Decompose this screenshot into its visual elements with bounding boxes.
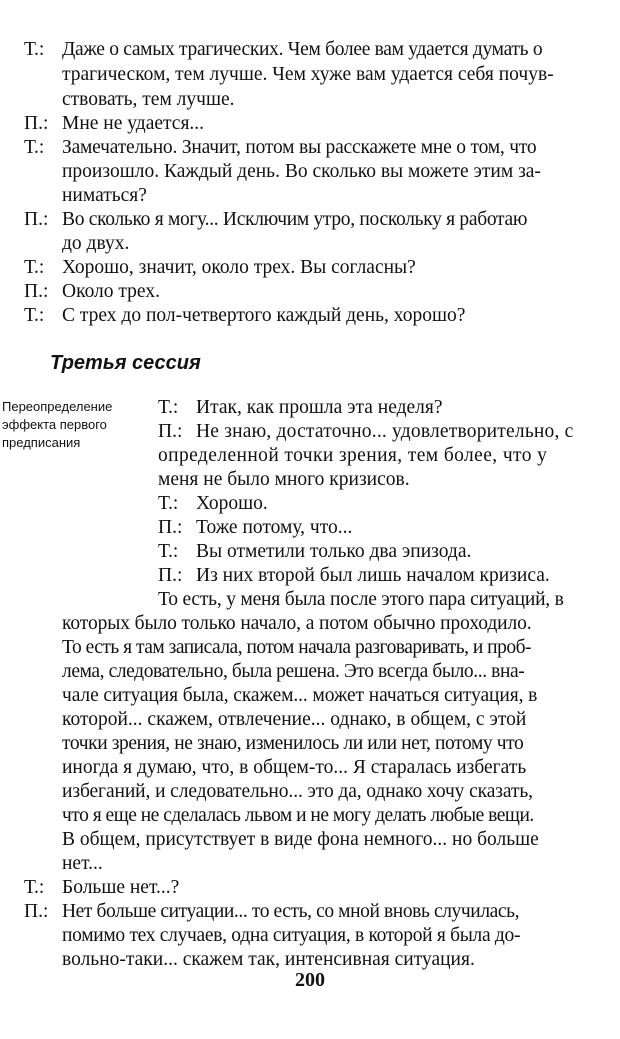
text-line: ниматься? (62, 185, 147, 206)
speaker-label: Т.: (24, 305, 45, 326)
speaker-label: П.: (158, 565, 183, 586)
text-line: Даже о самых трагических. Чем более вам удается думать о (62, 39, 543, 60)
text-line: Больше нет...? (62, 877, 180, 898)
speaker-label: П.: (158, 517, 183, 538)
text-line: Мне не удается... (62, 113, 205, 134)
text-line: С трех до пол-четвертого каждый день, хорошо? (62, 305, 466, 326)
speaker-label: Т.: (24, 257, 45, 278)
text-line: Итак, как прошла эта неделя? (196, 397, 443, 418)
text-line: В общем, присутствует в виде фона немного... но больше (62, 829, 539, 850)
text-line: вольно-таки... скажем так, интенсивная ситуация. (62, 949, 475, 970)
speaker-label: П.: (24, 209, 49, 230)
text-line: помимо тех случаев, одна ситуация, в которой я была до- (62, 925, 521, 946)
text-line: Нет больше ситуации... то есть, со мной вновь случилась, (62, 901, 520, 922)
speaker-label: Т.: (24, 877, 45, 898)
text-line: избеганий, и следовательно... это да, однако хочу сказать, (62, 781, 533, 802)
text-line: Тоже потому, что... (196, 517, 353, 538)
text-line: Замечательно. Значит, потом вы расскажете мне о том, что (62, 137, 537, 158)
text-line: трагическом, тем лучше. Чем хуже вам удается себя почув- (62, 64, 554, 85)
text-line: до двух. (62, 233, 130, 254)
text-line: что я еще не сделалась львом и не могу делать любые вещи. (62, 805, 534, 826)
text-line: произошло. Каждый день. Во сколько вы можете этим за- (62, 161, 541, 182)
text-line: То есть, у меня была после этого пара ситуаций, в (158, 589, 564, 610)
speaker-label: Т.: (158, 541, 179, 562)
text-line: То есть я там записала, потом начала разговаривать, и проб- (62, 637, 532, 658)
text-line: Не знаю, достаточно... удовлетворительно, с (196, 421, 574, 442)
text-line: определенной точки зрения, тем более, что у (158, 445, 548, 466)
text-line: Около трех. (62, 281, 160, 302)
speaker-label: Т.: (158, 493, 179, 514)
text-line: Из них второй был лишь началом кризиса. (196, 565, 550, 586)
text-line: которых было только начало, а потом обычно проходило. (62, 613, 532, 634)
text-line: чале ситуация была, скажем... может начаться ситуация, в (62, 685, 538, 706)
text-line: лема, следовательно, была решена. Это всегда было... вна- (62, 661, 525, 682)
text-line: точки зрения, не знаю, изменилось ли или нет, потому что (62, 733, 524, 754)
text-line: меня не было много кризисов. (158, 469, 410, 490)
margin-note-line: Переопределение (2, 399, 113, 414)
text-line: Хорошо. (196, 493, 268, 514)
speaker-label: П.: (24, 901, 49, 922)
margin-note-line: эффекта первого (2, 417, 107, 432)
section-heading: Третья сессия (50, 352, 201, 374)
text-line: ствовать, тем лучше. (62, 89, 235, 110)
margin-note-line: предписания (2, 435, 81, 450)
text-line: Хорошо, значит, около трех. Вы согласны? (62, 257, 416, 278)
text-line: нет... (62, 853, 103, 874)
text-line: Вы отметили только два эпизода. (196, 541, 472, 562)
speaker-label: П.: (24, 113, 49, 134)
speaker-label: П.: (158, 421, 183, 442)
text-line: которой... скажем, отвлечение... однако, в общем, с этой (62, 709, 527, 730)
text-line: Во сколько я могу... Исключим утро, поскольку я работаю (62, 209, 528, 230)
speaker-label: Т.: (24, 39, 45, 60)
speaker-label: Т.: (158, 397, 179, 418)
speaker-label: Т.: (24, 137, 45, 158)
margin-note (2, 398, 152, 452)
page-number: 200 (295, 969, 325, 991)
text-line: иногда я думаю, что, в общем-то... Я старалась избегать (62, 757, 527, 778)
speaker-label: П.: (24, 281, 49, 302)
